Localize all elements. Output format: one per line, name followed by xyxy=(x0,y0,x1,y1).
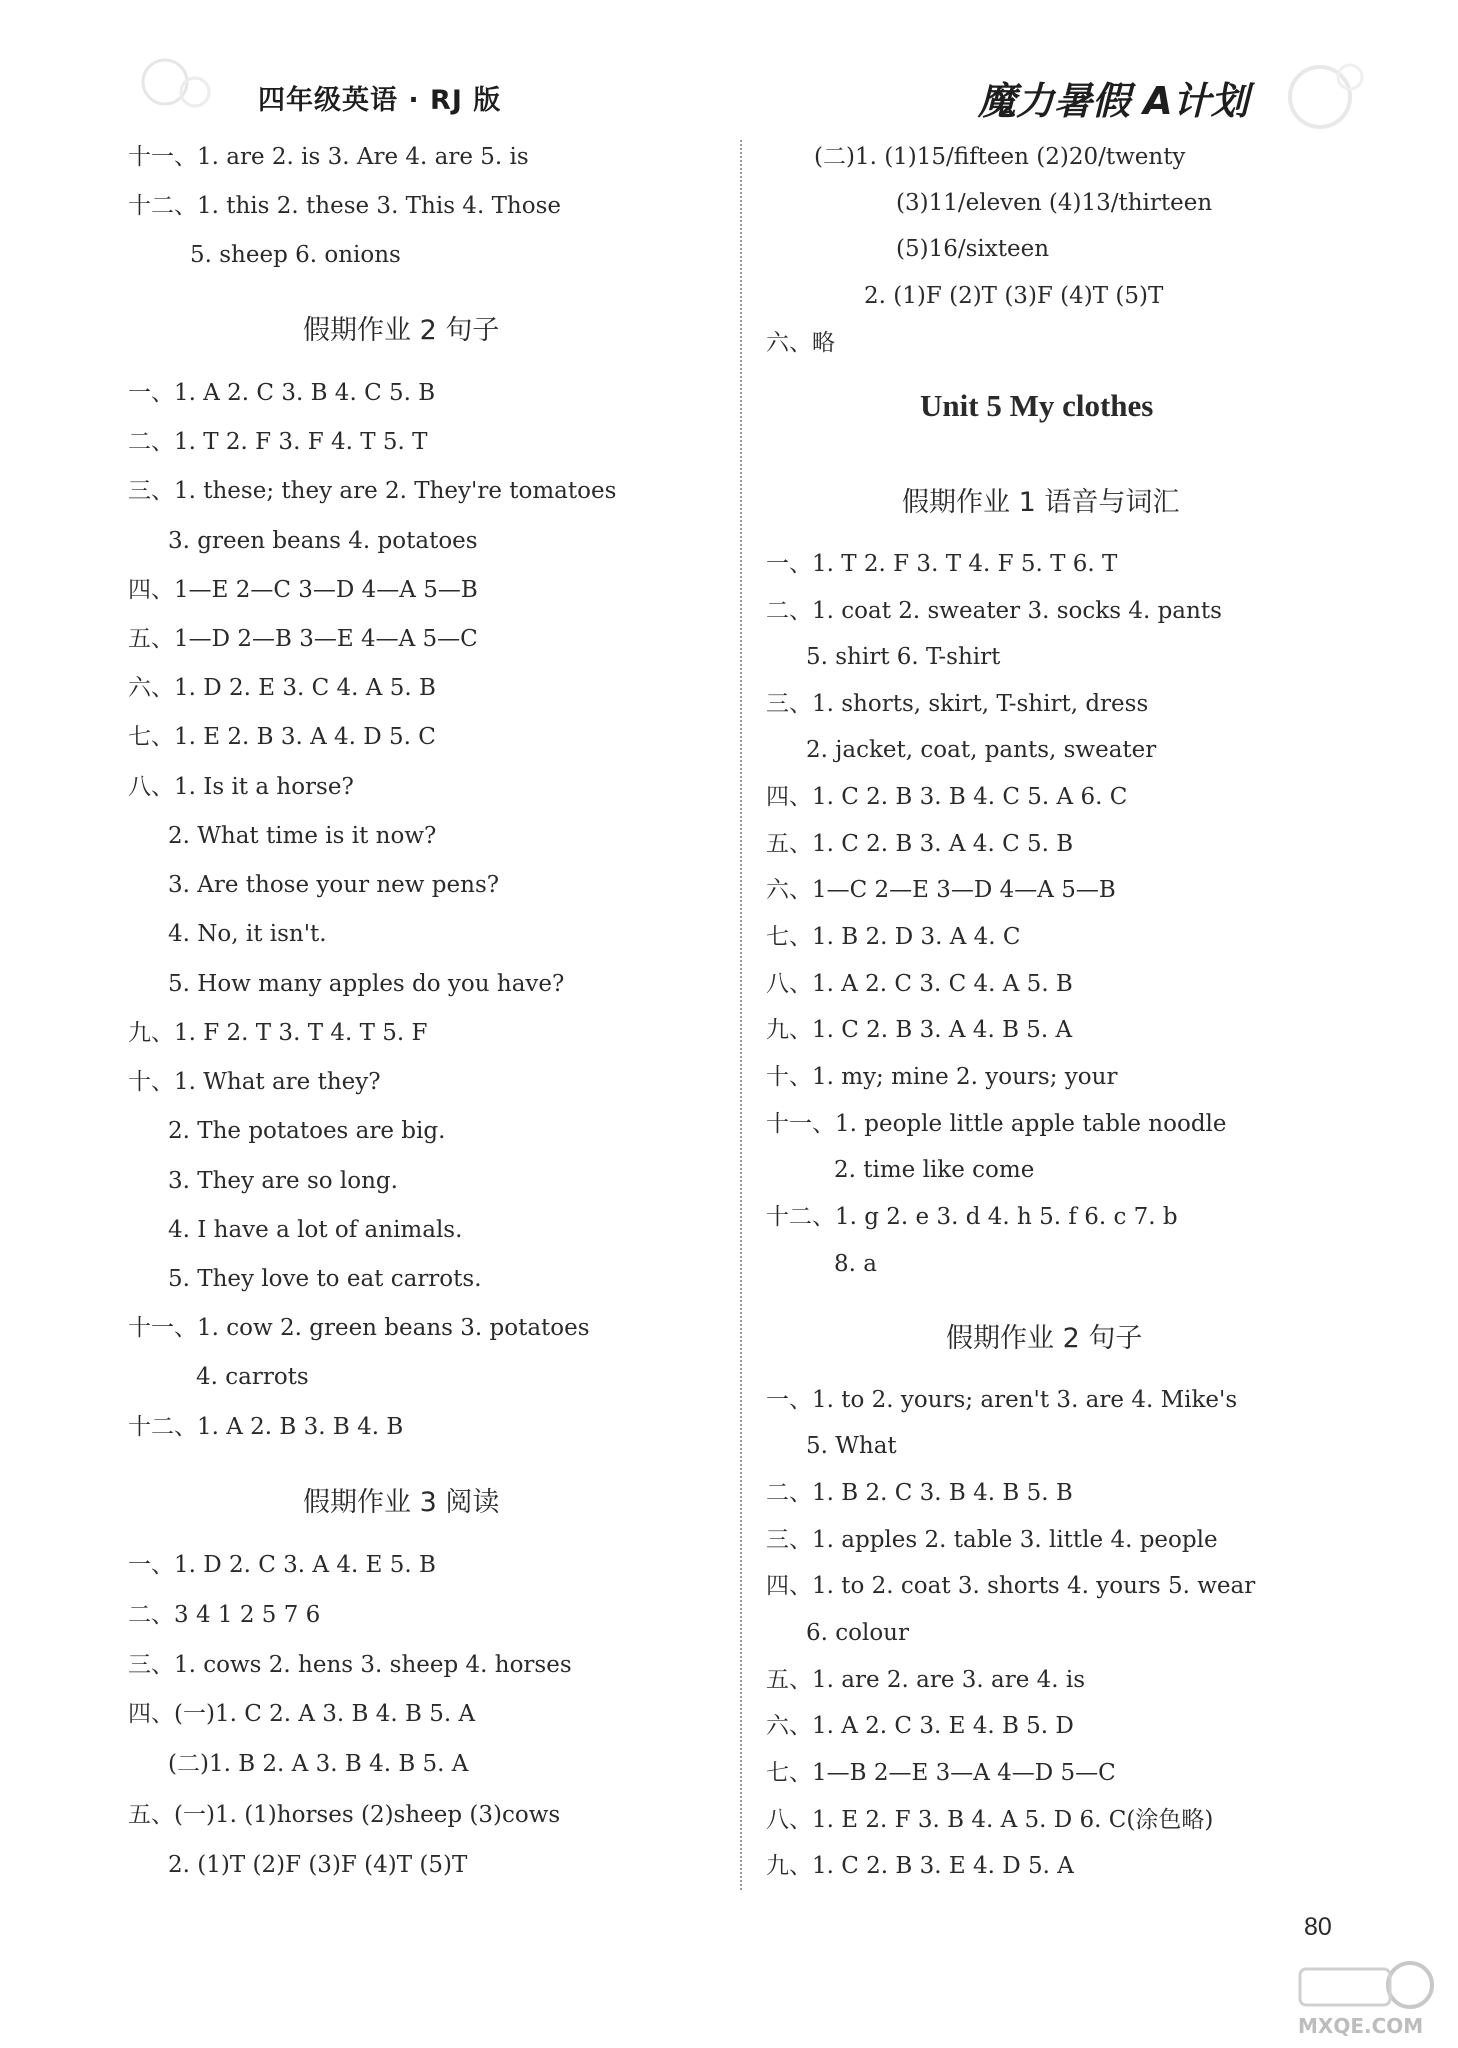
answer-line: 五、1. are 2. are 3. are 4. is xyxy=(766,1667,1086,1693)
answer-line: 三、1. cows 2. hens 3. sheep 4. horses xyxy=(128,1652,572,1678)
page-number: 80 xyxy=(1304,1913,1332,1941)
answer-line: 六、1. A 2. C 3. E 4. B 5. D xyxy=(766,1713,1074,1739)
answer-line: 二、3 4 1 2 5 7 6 xyxy=(128,1602,321,1628)
answer-line: 五、1—D 2—B 3—E 4—A 5—C xyxy=(128,626,478,652)
answer-line: 八、1. Is it a horse? xyxy=(128,774,354,800)
answer-line: 2. jacket, coat, pants, sweater xyxy=(806,737,1157,763)
header-book-title: 四年级英语 · RJ 版 xyxy=(258,85,502,116)
answer-line: 4. carrots xyxy=(196,1364,309,1390)
answer-line: 3. green beans 4. potatoes xyxy=(168,528,478,554)
section-heading: 假期作业 3 阅读 xyxy=(303,1487,500,1518)
answer-line: 一、1. to 2. yours; aren't 3. are 4. Mike's xyxy=(766,1387,1238,1413)
answer-line: 十一、1. people little apple table noodle xyxy=(766,1111,1227,1137)
answer-line: 三、1. these; they are 2. They're tomatoes xyxy=(128,478,617,504)
answer-line: 十二、1. this 2. these 3. This 4. Those xyxy=(128,193,561,219)
answer-line: 四、1. C 2. B 3. B 4. C 5. A 6. C xyxy=(766,784,1128,810)
answer-line: 七、1—B 2—E 3—A 4—D 5—C xyxy=(766,1760,1116,1786)
answer-line: 十一、1. are 2. is 3. Are 4. are 5. is xyxy=(128,144,529,170)
answer-line: (二)1. (1)15/fifteen (2)20/twenty xyxy=(814,144,1186,170)
answer-line: 二、1. T 2. F 3. F 4. T 5. T xyxy=(128,429,428,455)
answer-line: 六、1. D 2. E 3. C 4. A 5. B xyxy=(128,675,436,701)
answer-line: 5. What xyxy=(806,1433,897,1459)
answer-line: (5)16/sixteen xyxy=(896,236,1050,262)
answer-line: 6. colour xyxy=(806,1620,909,1646)
answer-line: 5. sheep 6. onions xyxy=(190,242,401,268)
section-heading: 假期作业 2 句子 xyxy=(946,1323,1143,1354)
answer-line: 三、1. apples 2. table 3. little 4. people xyxy=(766,1527,1218,1553)
answer-line: 五、1. C 2. B 3. A 4. C 5. B xyxy=(766,831,1074,857)
answer-line: (二)1. B 2. A 3. B 4. B 5. A xyxy=(168,1751,469,1777)
header-series-logo: 魔力暑假 A计划 xyxy=(978,79,1249,123)
answer-line: 3. They are so long. xyxy=(168,1168,398,1194)
answer-line: 九、1. F 2. T 3. T 4. T 5. F xyxy=(128,1020,428,1046)
answer-line: 十、1. What are they? xyxy=(128,1069,381,1095)
answer-line: 8. a xyxy=(834,1251,877,1277)
answer-line: 四、1. to 2. coat 3. shorts 4. yours 5. wear xyxy=(766,1573,1256,1599)
answer-line: 2. (1)F (2)T (3)F (4)T (5)T xyxy=(864,283,1164,309)
answer-line: 一、1. D 2. C 3. A 4. E 5. B xyxy=(128,1552,436,1578)
answer-line: 十一、1. cow 2. green beans 3. potatoes xyxy=(128,1315,590,1341)
answer-line: 七、1. B 2. D 3. A 4. C xyxy=(766,924,1021,950)
answer-line: 三、1. shorts, skirt, T-shirt, dress xyxy=(766,691,1149,717)
watermark-text: MXQE.COM xyxy=(1298,2014,1424,2038)
answer-line: 九、1. C 2. B 3. E 4. D 5. A xyxy=(766,1853,1074,1879)
answer-line: 二、1. coat 2. sweater 3. socks 4. pants xyxy=(766,598,1222,624)
answer-line: 5. How many apples do you have? xyxy=(168,971,565,997)
answer-line: 3. Are those your new pens? xyxy=(168,872,500,898)
answer-line: 七、1. E 2. B 3. A 4. D 5. C xyxy=(128,724,436,750)
answer-line: 二、1. B 2. C 3. B 4. B 5. B xyxy=(766,1480,1073,1506)
answer-line: 六、1—C 2—E 3—D 4—A 5—B xyxy=(766,877,1116,903)
answer-line: 八、1. E 2. F 3. B 4. A 5. D 6. C(涂色略) xyxy=(766,1807,1214,1833)
answer-line: 2. The potatoes are big. xyxy=(168,1118,446,1144)
answer-line: 2. (1)T (2)F (3)F (4)T (5)T xyxy=(168,1852,468,1878)
answer-line: 2. time like come xyxy=(834,1157,1035,1183)
section-heading: 假期作业 2 句子 xyxy=(303,315,500,346)
answer-line: 一、1. T 2. F 3. T 4. F 5. T 6. T xyxy=(766,551,1118,577)
header-decoration-left xyxy=(120,52,230,122)
answer-line: 四、1—E 2—C 3—D 4—A 5—B xyxy=(128,577,478,603)
answer-line: 4. I have a lot of animals. xyxy=(168,1217,463,1243)
answer-line: 十二、1. g 2. e 3. d 4. h 5. f 6. c 7. b xyxy=(766,1204,1178,1230)
answer-line: (3)11/eleven (4)13/thirteen xyxy=(896,190,1213,216)
answer-line: 九、1. C 2. B 3. A 4. B 5. A xyxy=(766,1017,1073,1043)
answer-line: 4. No, it isn't. xyxy=(168,921,327,947)
column-divider xyxy=(740,140,742,1890)
answer-line: 八、1. A 2. C 3. C 4. A 5. B xyxy=(766,971,1073,997)
watermark-logo xyxy=(1290,1955,1440,2040)
answer-line: 一、1. A 2. C 3. B 4. C 5. B xyxy=(128,380,436,406)
answer-line: 2. What time is it now? xyxy=(168,823,437,849)
answer-line: 四、(一)1. C 2. A 3. B 4. B 5. A xyxy=(128,1701,476,1727)
answer-line: 5. They love to eat carrots. xyxy=(168,1266,482,1292)
unit-title: Unit 5 My clothes xyxy=(920,388,1154,423)
answer-line: 十二、1. A 2. B 3. B 4. B xyxy=(128,1414,404,1440)
answer-line: 五、(一)1. (1)horses (2)sheep (3)cows xyxy=(128,1802,561,1828)
section-heading: 假期作业 1 语音与词汇 xyxy=(902,487,1180,518)
answer-line: 十、1. my; mine 2. yours; your xyxy=(766,1064,1118,1090)
answer-line: 六、略 xyxy=(766,330,835,356)
header-decoration-right xyxy=(1260,52,1380,142)
answer-line: 5. shirt 6. T-shirt xyxy=(806,644,1001,670)
